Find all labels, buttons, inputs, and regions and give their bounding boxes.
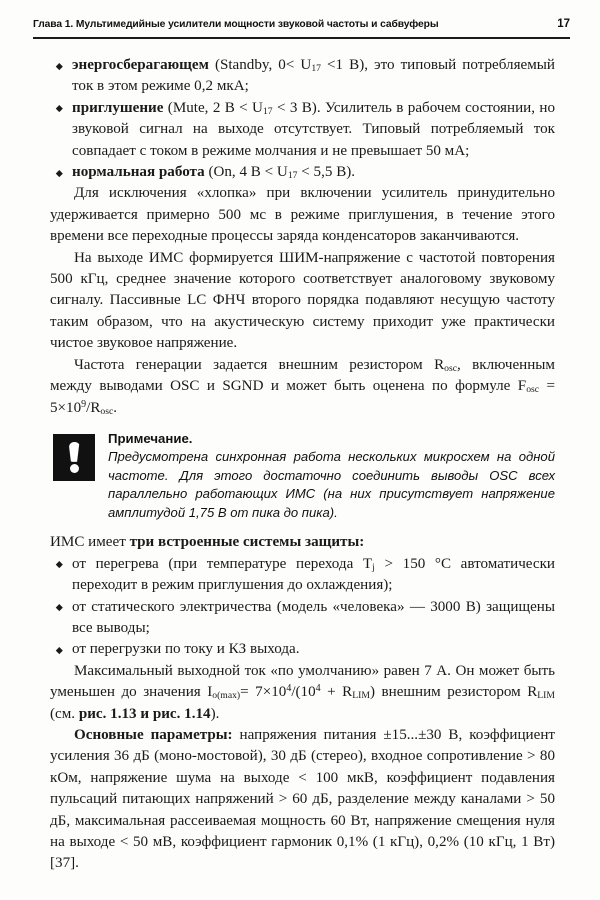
mode-desc-b: < 3 В). Усилитель в рабочем состоянии, но звуковой сигнал на выходе отсутствует. Типовый потребляемый ток совпадает с током в режиме молчания и не превышает 50 мА; [72,99,555,159]
osc-text-e: . [113,399,118,416]
subscript: osc [100,405,114,417]
superscript: 4 [315,683,321,695]
protection-lead-bold: три встроенные системы защиты: [129,534,365,551]
exclamation-glyph [69,442,80,473]
subscript: o(max) [212,690,241,702]
figure-reference: рис. 1.13 и рис. 1.14 [78,705,211,722]
note-body: Предусмотрена синхронная работа нескольких микросхем на одной частоте. Для этого достаточно соединить выводы OSC всех параллельно работающих ИМС (на них присутствует напряжение амплитудой 1,75 В от пика до пика). [108,448,555,520]
subscript: osc [526,384,540,396]
protection-lead-plain: ИМС имеет [50,534,130,551]
list-item [50,55,555,98]
list-item [50,554,555,597]
osc-text-c: = 5×10 [50,378,555,416]
main-params-body: напряжения питания ±15...±30 В, коэффициент усиления 36 дБ (моно-мостовой), 30 дБ (стерео), входное сопротивление > 80 кОм, напряжение шума на выходе < 100 мкВ, коэффициент подавления пульсаций питающих напряжений > 60 дБ, разделение между каналами > 50 дБ, максимальная рассеиваемая мощность 60 Вт, напряжение смещения нуля на выходе < 50 мВ, коэффициент гармоник 0,1% (1 кГц), 0,2% (10 кГц, 1 Вт) [37]. [50,726,555,872]
subscript: j [372,561,375,573]
mode-desc-a: (On, 4 В < U [204,164,288,181]
page-number: 17 [557,18,570,30]
mode-desc-b: < 5,5 В). [297,164,356,181]
header-divider [33,37,570,39]
subscript: osc [444,362,458,374]
protection-systems-list [50,554,555,661]
superscript: 4 [286,683,292,695]
protection-text-a: от перегрузки по току и КЗ выхода. [72,641,300,658]
paragraph-pwm: На выходе ИМС формируется ШИМ-напряжение с частотой повторения 500 кГц, среднее значение которого соответствует аналоговому звуковому сигналу. Пассивные LC ФНЧ второго порядка подавляют несущую частоту таким образом, что на акустическую систему приходит уже практически чистое звуковое напряжение. [50,249,555,352]
header-chapter-title: Глава 1. Мультимедийные усилители мощности звуковой частоты и сабвуферы [33,19,439,30]
subscript: LIM [352,690,370,702]
main-params-label: Основные параметры: [74,726,233,743]
paragraph-osc-frequency [50,355,555,419]
paragraph-protection-lead [50,532,555,553]
subscript: 17 [262,105,273,117]
osc-text-b: , включенным между выводами OSC и SGND и может быть оценена по формуле F [50,356,555,395]
mode-desc-b: <1 В), это типовый потребляемый ток в этом режиме 0,2 мкА; [72,57,555,95]
subscript: 17 [287,170,298,182]
vertical-spacer [50,522,555,532]
list-item [50,162,555,183]
list-item [50,98,555,162]
operating-modes-list [50,55,555,183]
protection-text-a: от статического электричества (модель «человека» — 3000 В) защищены все выводы; [72,598,555,636]
mode-name-on: нормальная работа [72,164,205,181]
maxcur-b: = 7×10 [240,684,287,701]
list-item [50,597,555,640]
exclamation-icon [53,434,95,481]
mode-name-standby: энергосберагающем [72,57,209,73]
list-item [50,639,555,660]
paragraph-pop-suppression: Для исключения «хлопка» при включении усилитель принудительно удерживается примерно 500 мс в режиме приглушения, в течение этого времени все переходные процессы заряда конденсаторов заканчиваются. [50,185,555,245]
subscript: 17 [311,63,321,75]
protection-text-a: от перегрева (при температуре перехода T [72,555,373,572]
note-title: Примечание. [108,430,193,446]
osc-text-d: /R [86,399,101,416]
paragraph-main-parameters [50,725,555,875]
note-callout [50,430,555,522]
maxcur-g: ). [210,705,220,722]
maxcur-e: ) внешним резистором R [369,684,538,701]
protection-text-b: > 150 °С автоматически переходит в режим приглушения до охлаждения); [72,555,555,594]
maxcur-c: /(10 [291,684,316,701]
page-body [50,55,555,875]
mode-desc-a: (Standby, 0< U [208,57,312,73]
superscript: 9 [81,398,87,410]
paragraph-max-current [50,661,555,725]
maxcur-d: + R [320,684,353,701]
mode-desc-a: (Mute, 2 В < U [163,99,263,116]
maxcur-f: (см. [50,705,79,722]
mode-name-mute: приглушение [72,99,164,116]
running-header [33,18,570,30]
subscript: LIM [537,690,555,702]
osc-text-a: Частота генерации задается внешним резистором R [74,356,445,373]
maxcur-a: Максимальный выходной ток «по умолчанию» равен 7 А. Он может быть уменьшен до значения I [50,662,555,701]
